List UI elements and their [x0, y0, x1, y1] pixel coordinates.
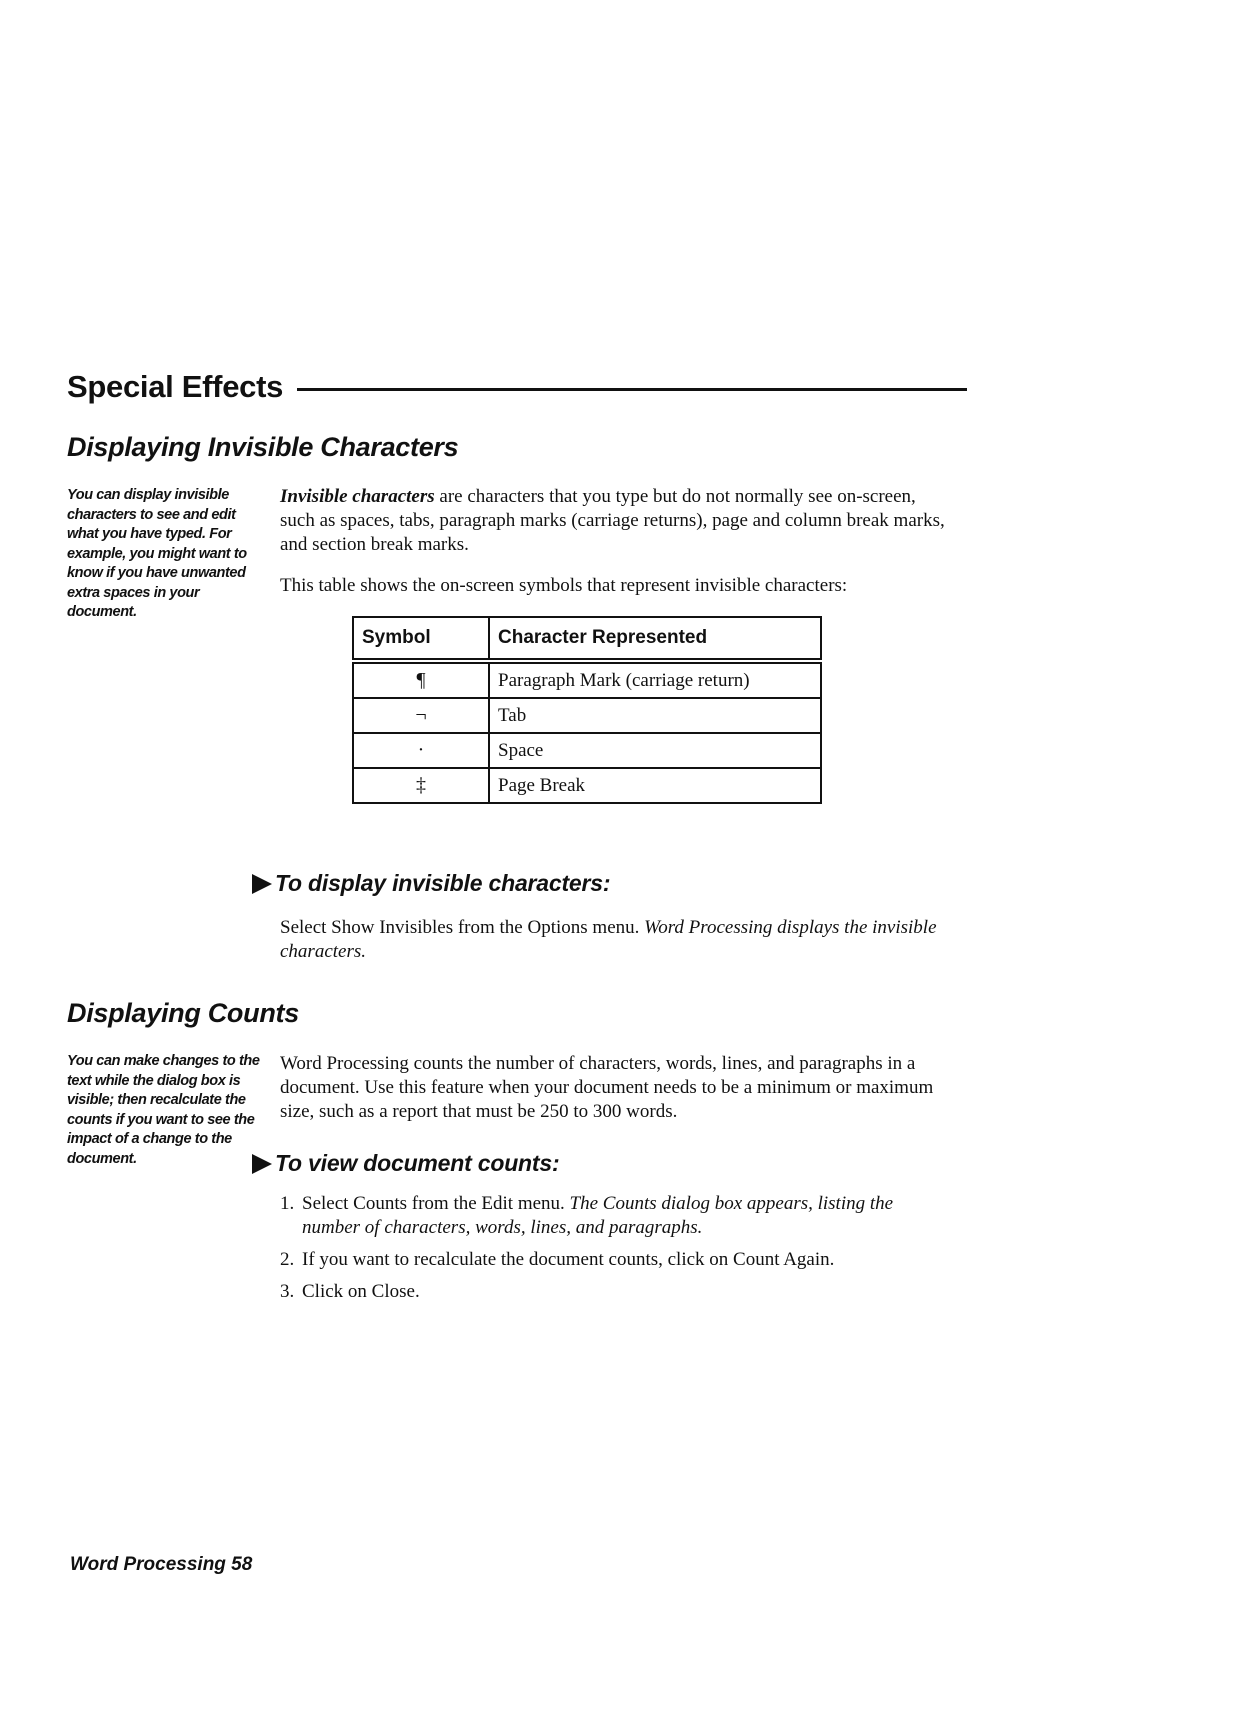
display-procedure-title: To display invisible characters:: [275, 870, 611, 896]
steps-list: [280, 1192, 942, 1304]
space-symbol: ·: [353, 733, 489, 768]
display-procedure-text: [280, 916, 950, 964]
counts-body: Word Processing counts the number of characters, words, lines, and paragraphs in a document. Use this feature when your document needs to be a minimum or maximum size, such as a report that must be 250 to 300 words.: [280, 1053, 934, 1122]
section-title: Special Effects: [67, 369, 284, 404]
table-header-represented: Character Represented: [489, 617, 821, 661]
table-row: [353, 698, 821, 733]
step-text: [302, 1248, 942, 1272]
table-header-symbol: Symbol: [353, 617, 489, 661]
tab-symbol: ¬: [353, 698, 489, 733]
display-procedure-heading: [252, 870, 610, 897]
step-number: 3.: [280, 1281, 295, 1302]
table-row: [353, 768, 821, 803]
table-cell-represented: Page Break: [489, 768, 821, 803]
table-header-row: [353, 617, 821, 661]
invisible-heading: Displaying Invisible Characters: [67, 432, 459, 462]
page-break-symbol: ‡: [353, 768, 489, 803]
counts-procedure-title: To view document counts:: [275, 1150, 560, 1176]
step-text: [302, 1192, 942, 1240]
counts-steps: [280, 1192, 942, 1312]
table-cell-represented: Paragraph Mark (carriage return): [489, 661, 821, 698]
counts-margin-note: You can make changes to the text while the dialog box is visible; then recalculate the counts if you want to see the impact of a change to the document.: [67, 1053, 260, 1167]
list-item: [280, 1248, 942, 1272]
symbols-table-wrap: [352, 616, 822, 804]
page-footer: Word Processing 58: [70, 1554, 253, 1575]
table-cell-represented: Tab: [489, 698, 821, 733]
display-procedure-result: Word Processing displays the invisible characters.: [280, 917, 937, 962]
table-row: [353, 733, 821, 768]
section-header: [67, 362, 967, 412]
step-text: [302, 1280, 942, 1304]
step-number: 1.: [280, 1193, 295, 1214]
step-action: If you want to recalculate the document counts, click on Count Again.: [302, 1249, 835, 1270]
counts-procedure-heading: [252, 1150, 559, 1177]
invisible-intro-rest: are characters that you type but do not normally see on-screen, such as spaces, tabs, paragraph marks (carriage returns), page and column break marks, and section break marks.: [280, 486, 945, 555]
arrow-right-icon: [252, 874, 272, 894]
invisible-intro: [280, 485, 950, 557]
step-result: The Counts dialog box appears, listing the number of characters, words, lines, and paragraphs.: [302, 1193, 894, 1238]
step-action: Select Counts from the Edit menu.: [302, 1193, 570, 1214]
counts-heading: Displaying Counts: [67, 998, 299, 1028]
invisible-margin-note: You can display invisible characters to see and edit what you have typed. For example, you might want to know if you have unwanted extra spaces in your document.: [67, 487, 247, 620]
section-rule: [297, 388, 967, 391]
display-procedure-step: Select Show Invisibles from the Options menu.: [280, 917, 645, 938]
arrow-right-icon: [252, 1154, 272, 1174]
invisible-term: Invisible characters: [280, 486, 435, 507]
paragraph-mark-symbol: ¶: [353, 661, 489, 698]
list-item: [280, 1192, 942, 1240]
list-item: [280, 1280, 942, 1304]
symbols-table: [352, 616, 822, 804]
step-action: Click on Close.: [302, 1281, 420, 1302]
table-intro: This table shows the on-screen symbols that represent invisible characters:: [280, 575, 848, 596]
step-number: 2.: [280, 1249, 295, 1270]
table-row: [353, 661, 821, 698]
table-cell-represented: Space: [489, 733, 821, 768]
